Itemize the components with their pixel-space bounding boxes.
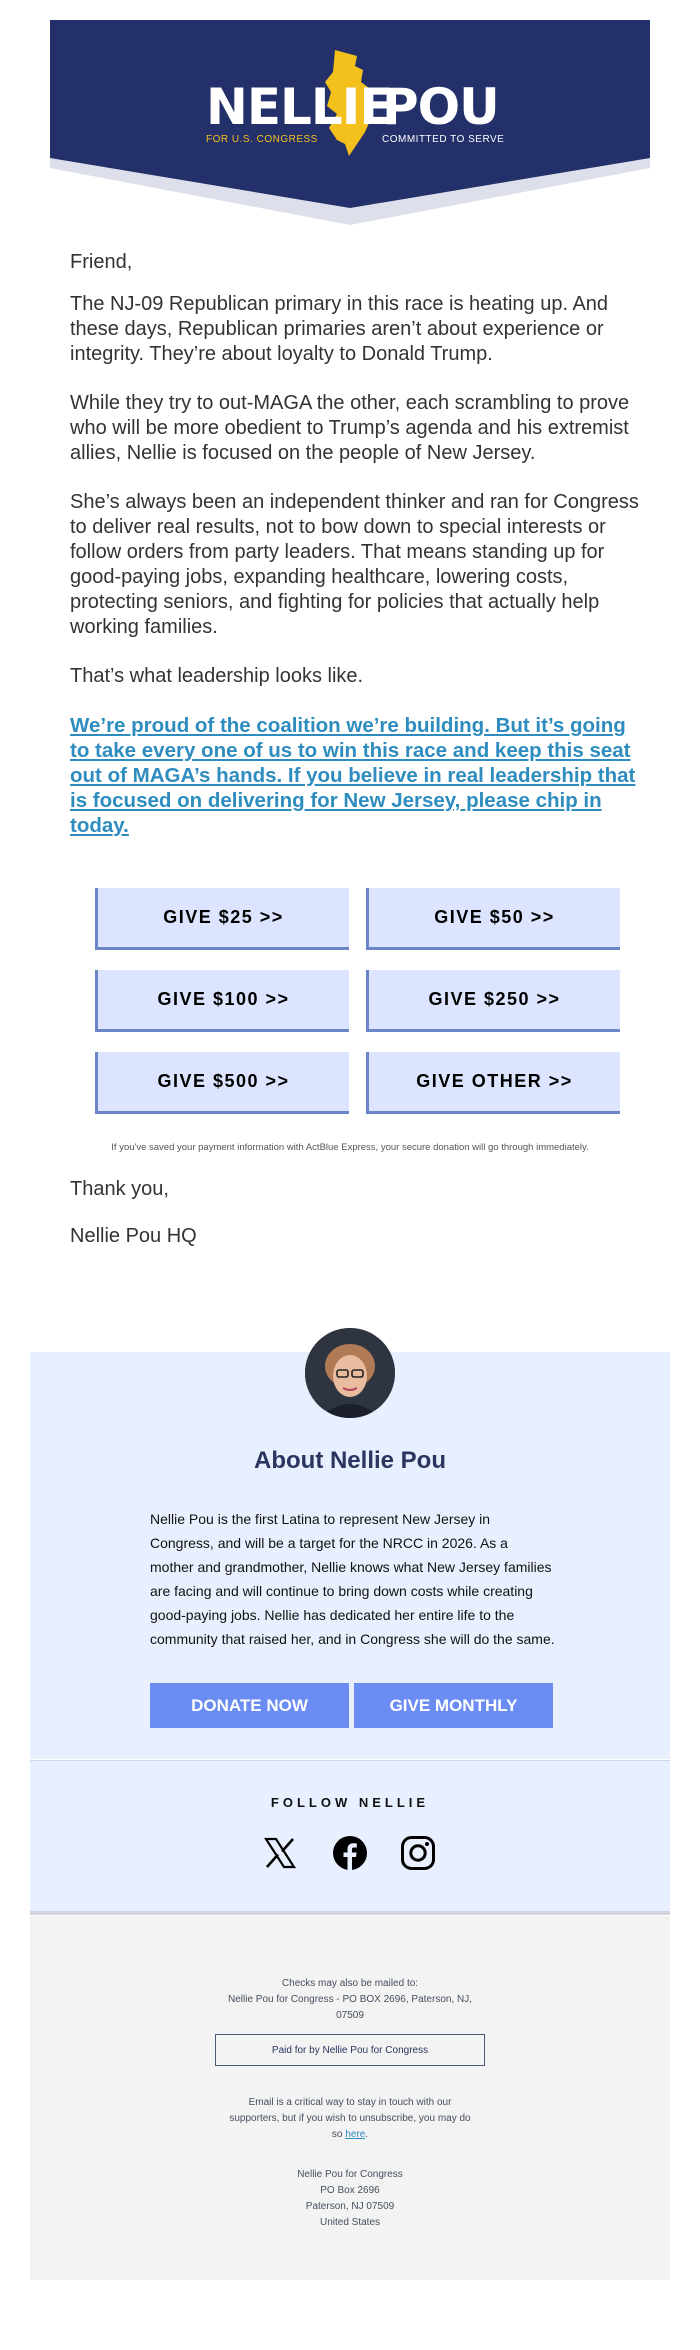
letter-paragraph: The NJ-09 Republican primary in this race is heating up. And these days, Republican primaries aren’t about experience or integrity. They’re about loyalty to Donald Trump. <box>70 293 609 365</box>
give-100-button[interactable]: GIVE $100 >> <box>95 970 349 1032</box>
letter-body <box>70 250 640 868</box>
portrait-image <box>305 1328 395 1418</box>
mail-checks-line: 07509 <box>336 2010 364 2021</box>
about-bio: Nellie Pou is the first Latina to represent New Jersey in Congress, and will be a target for the NRCC in 2026. As a mother and grandmother, Nellie knows what New Jersey families are facing and will continue to bring down costs while creating good-paying jobs. Nellie has dedicated her entire life to the community that raised her, and in Congress she will do the same. <box>150 1511 555 1647</box>
donate-cta-link[interactable]: We’re proud of the coalition we’re building. But it’s going to take every one of us to win this race and keep this seat out of MAGA’s hands. If you believe in real leadership that is focused on delivering for New Jersey, please chip in today. <box>70 714 636 837</box>
facebook-logo-glyph <box>332 1835 368 1871</box>
x-icon[interactable] <box>260 1833 300 1873</box>
give-250-button[interactable]: GIVE $250 >> <box>366 970 620 1032</box>
unsubscribe-line: Email is a critical way to stay in touch with our <box>248 2097 452 2108</box>
mailing-address <box>30 2167 670 2231</box>
address-line: United States <box>319 2217 381 2228</box>
closing-thanks: Thank you, <box>70 1178 169 1200</box>
paid-for-disclaimer: Paid for by Nellie Pou for Congress <box>215 2034 485 2066</box>
instagram-logo-glyph <box>400 1835 436 1871</box>
address-line: PO Box 2696 <box>320 2185 380 2196</box>
facebook-icon[interactable] <box>330 1833 370 1873</box>
mail-checks-line: Nellie Pou for Congress - PO BOX 2696, Paterson, NJ, <box>228 1994 472 2005</box>
avatar <box>305 1328 395 1418</box>
give-25-button[interactable]: GIVE $25 >> <box>95 888 349 950</box>
letter-paragraph: That’s what leadership looks like. <box>70 665 364 687</box>
logo-left <box>206 78 393 145</box>
unsubscribe-line <box>30 2127 670 2143</box>
unsubscribe-link[interactable]: here <box>345 2129 366 2140</box>
address-line: Nellie Pou for Congress <box>297 2169 403 2180</box>
give-50-button[interactable]: GIVE $50 >> <box>366 888 620 950</box>
mail-checks-line: Checks may also be mailed to: <box>281 1978 419 1989</box>
letter-paragraph: While they try to out-MAGA the other, each scrambling to prove who will be more obedient to Trump’s agenda and his extremist allies, Nellie is focused on the people of New Jersey. <box>70 392 630 464</box>
logo-right <box>382 78 505 145</box>
give-monthly-button[interactable]: GIVE MONTHLY <box>354 1683 553 1728</box>
x-logo-glyph <box>263 1836 297 1870</box>
signature: Nellie Pou HQ <box>70 1225 197 1247</box>
mail-checks-block <box>30 1976 670 2024</box>
give-other-button[interactable]: GIVE OTHER >> <box>366 1052 620 1114</box>
unsubscribe-suffix: . <box>365 2129 369 2140</box>
address-line: Paterson, NJ 07509 <box>305 2201 395 2212</box>
unsubscribe-prefix: so <box>331 2129 346 2140</box>
give-500-button[interactable]: GIVE $500 >> <box>95 1052 349 1114</box>
donate-now-button[interactable]: DONATE NOW <box>150 1683 349 1728</box>
footer <box>30 1916 670 2280</box>
logo-name-right: POU <box>382 78 499 136</box>
instagram-icon[interactable] <box>398 1833 438 1873</box>
logo-name-left: NELLIE <box>206 78 393 136</box>
salutation: Friend, <box>70 251 133 273</box>
unsubscribe-line: supporters, but if you wish to unsubscribe, you may do <box>229 2113 471 2124</box>
logo-tagline-right: COMMITTED TO SERVE <box>382 134 505 145</box>
header-banner <box>50 20 650 225</box>
follow-title: FOLLOW NELLIE <box>270 1795 430 1810</box>
letter-paragraph: She’s always been an independent thinker and ran for Congress to deliver real results, not to bow down to special interests or follow orders from party leaders. That means standing up for good-paying jobs, expanding healthcare, lowering costs, protecting seniors, and fighting for policies that actually help working families. <box>70 491 639 638</box>
about-title: About Nellie Pou <box>254 1447 446 1474</box>
follow-section <box>30 1760 670 1915</box>
about-section <box>30 1352 670 1759</box>
actblue-fine-print: If you've saved your payment information with ActBlue Express, your secure donation will go through immediately. <box>111 1142 589 1153</box>
logo-tagline-left: FOR U.S. CONGRESS <box>206 134 318 145</box>
unsubscribe-block <box>30 2095 670 2143</box>
